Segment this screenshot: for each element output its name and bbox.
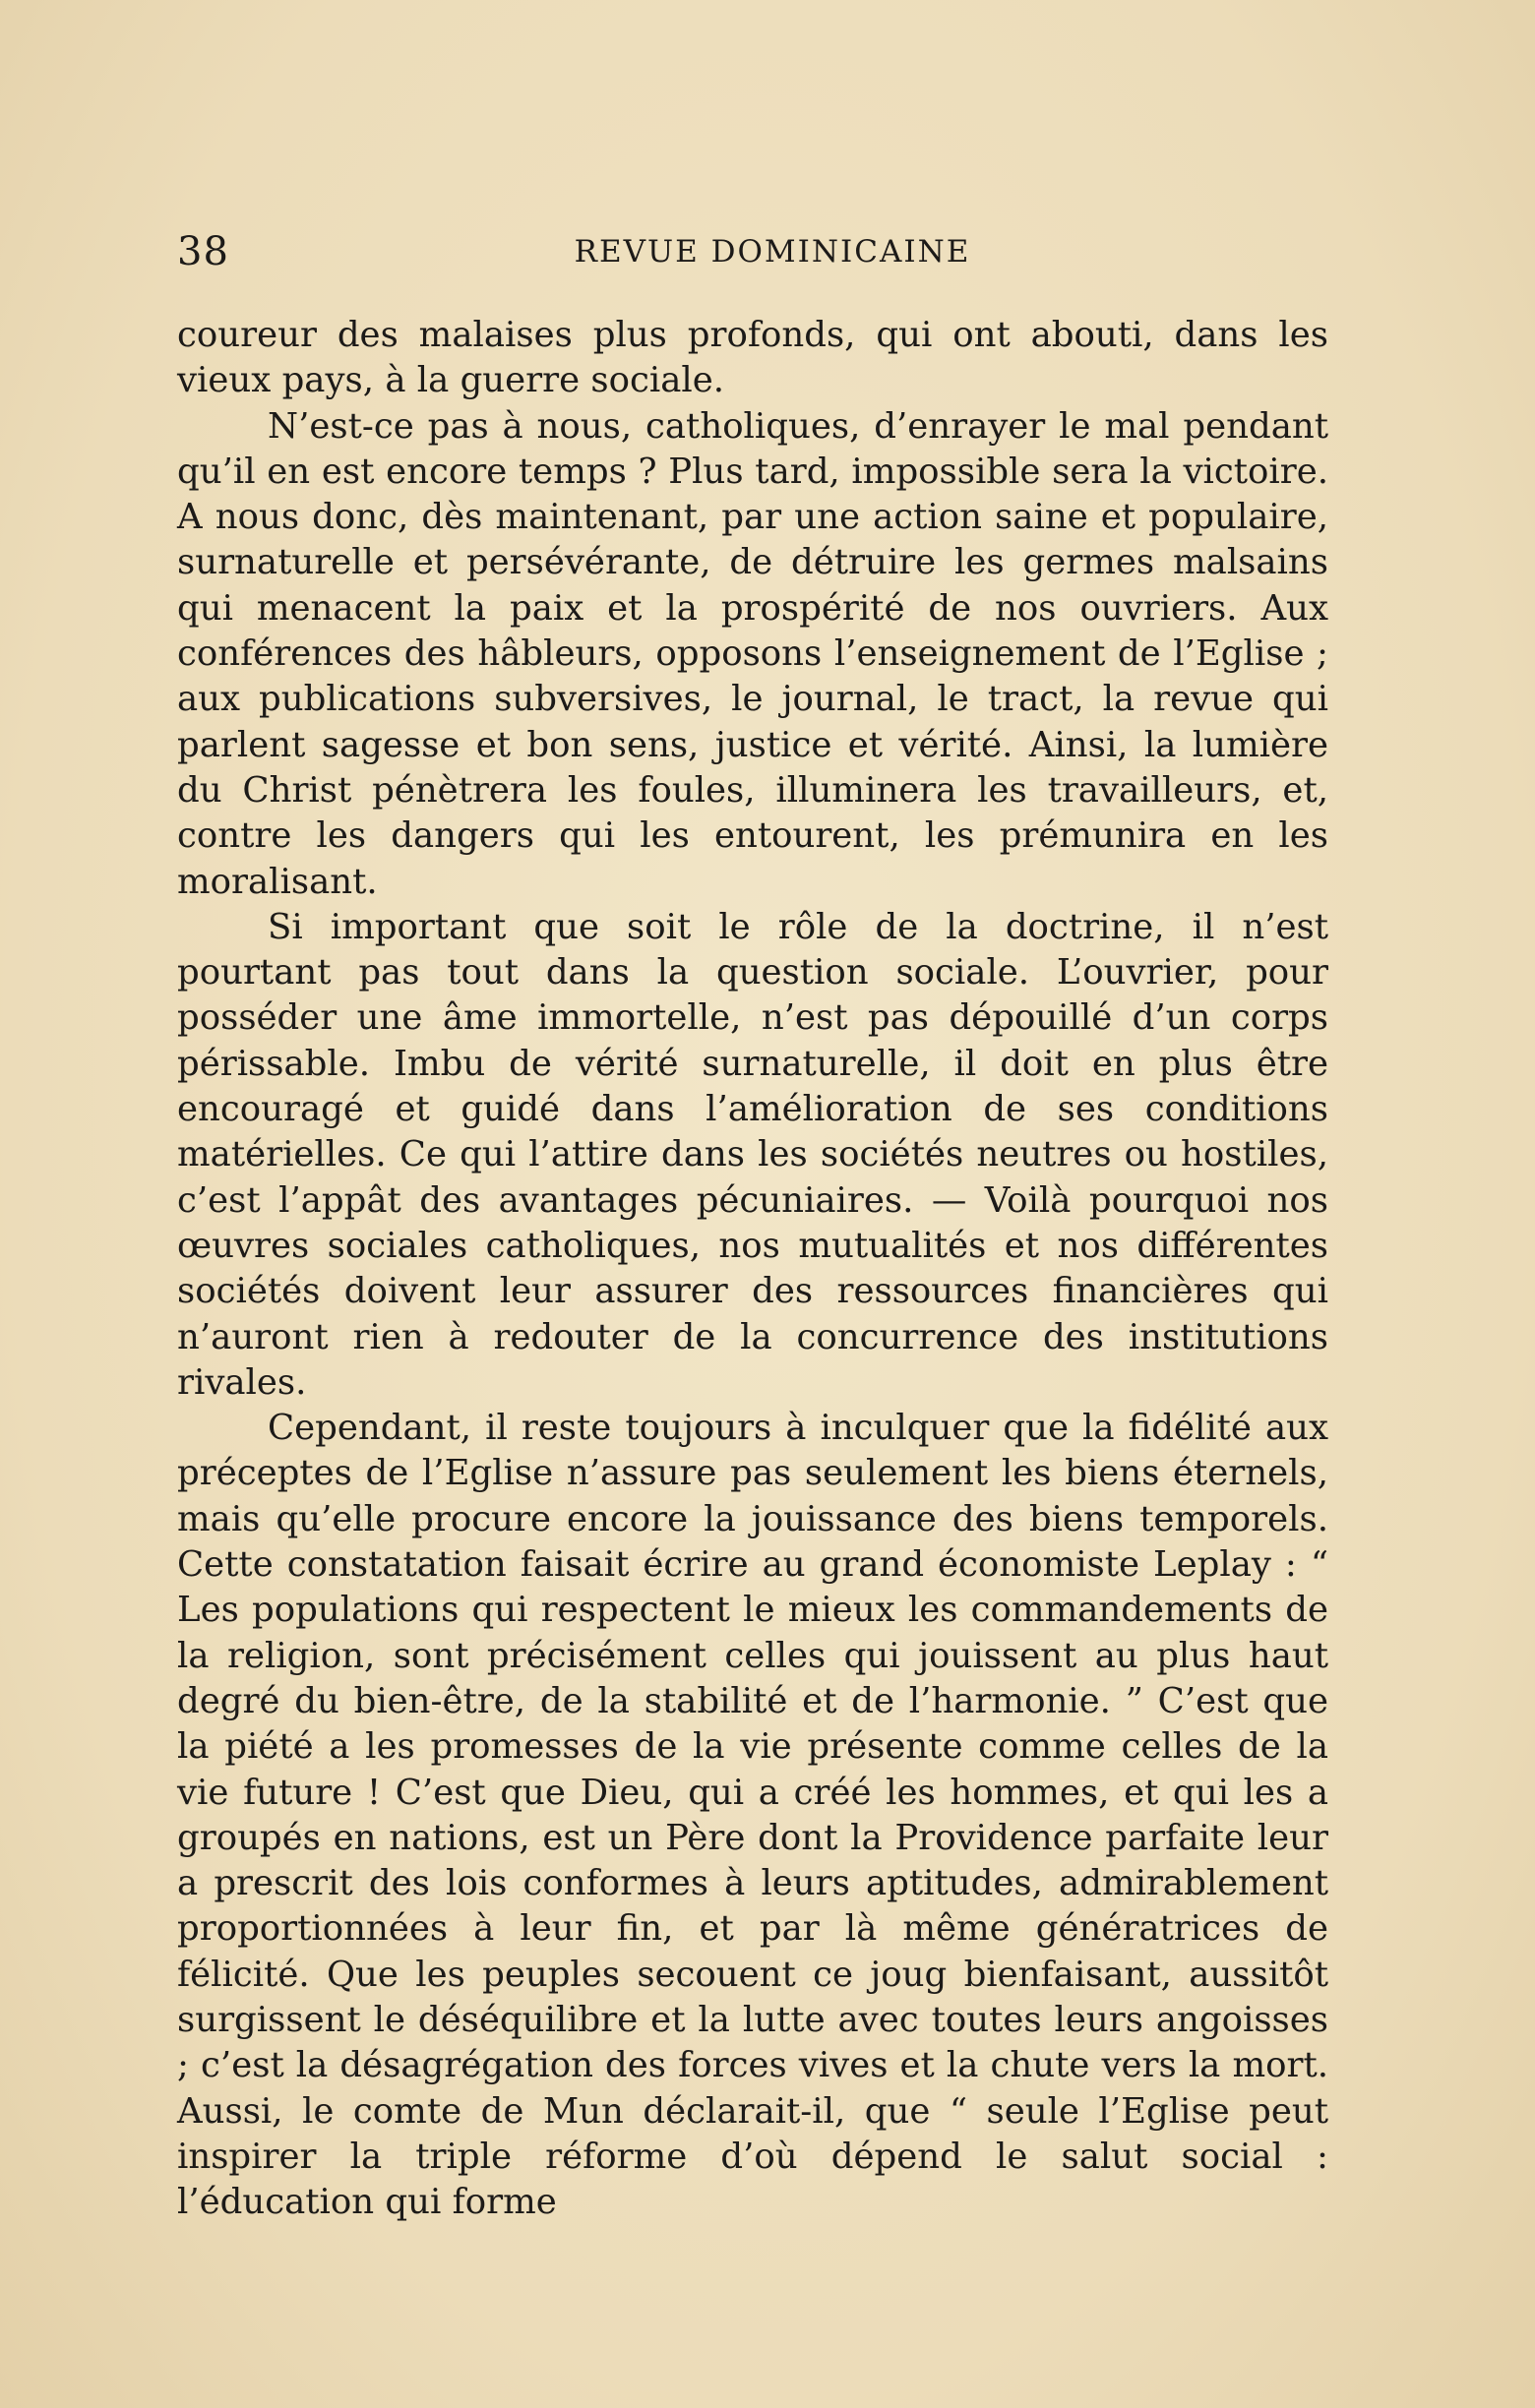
running-head: REVUE DOMINICAINE: [574, 234, 971, 270]
paragraph: Si important que soit le rôle de la doctrine, il n’est pourtant pas tout dans la question sociale. L’ouvrier, pour posséder une âme immortelle, n’est pas dépouillé d’un corps périssable. Imbu de vérité surnaturelle, il doit en plus être encouragé et guidé dans l’amélioration de ses conditions matérielles. Ce qui l’attire dans les sociétés neutres ou hostiles, c’est l’appât des avantages pécuniaires. — Voilà pourquoi nos œuvres sociales catholiques, nos mutualités et nos différentes sociétés doivent leur assurer des ressources financières qui n’auront rien à redouter de la concurrence des institutions rivales.: [177, 906, 1328, 1403]
paragraph-continued: coureur des malaises plus profonds, qui ont abouti, dans les vieux pays, à la guerre sociale.: [177, 315, 1328, 401]
paragraph: Cependant, il reste toujours à inculquer que la fidélité aux préceptes de l’Eglise n’assure pas seulement les biens éternels, mais qu’elle procure encore la jouissance des biens temporels. Cette constatation faisait écrire au grand économiste Leplay : “ Les populations qui respectent le mieux les commandements de la religion, sont précisément celles qui jouissent au plus haut degré du bien-être, de la stabilité et de l’harmonie. ” C’est que la piété a les promesses de la vie présente comme celles de la vie future ! C’est que Dieu, qui a créé les hommes, et qui les a groupés en nations, est un Père dont la Providence parfaite leur a prescrit des lois conformes à leurs aptitudes, admirablement proportionnées à leur fin, et par là même génératrices de félicité. Que les peuples secouent ce joug bienfaisant, aussitôt surgissent le déséquilibre et la lutte avec toutes leurs angoisses ; c’est la désagrégation des forces vives et la chute vers la mort. Aussi, le comte de Mun déclarait-il, que “ seule l’Eglise peut inspirer la triple réforme d’où dépend le salut social : l’éducation qui forme: [177, 1408, 1328, 2223]
paragraph: N’est-ce pas à nous, catholiques, d’enrayer le mal pendant qu’il en est encore temps ? Plus tard, impossible sera la victoire. A nous donc, dès maintenant, par une action saine et populaire, surnaturelle et persévérante, de détruire les germes malsains qui menacent la paix et la prospérité de nos ouvriers. Aux conférences des hâbleurs, opposons l’enseignement de l’Eglise ; aux publications subversives, le journal, le tract, la revue qui parlent sagesse et bon sens, justice et vérité. Ainsi, la lumière du Christ pénètrera les foules, illuminera les travailleurs, et, contre les dangers qui les entourent, les prémunira en les moralisant.: [177, 405, 1328, 902]
body-text: [177, 313, 1328, 2225]
page-number: 38: [177, 229, 229, 274]
page-header: [177, 224, 1328, 279]
